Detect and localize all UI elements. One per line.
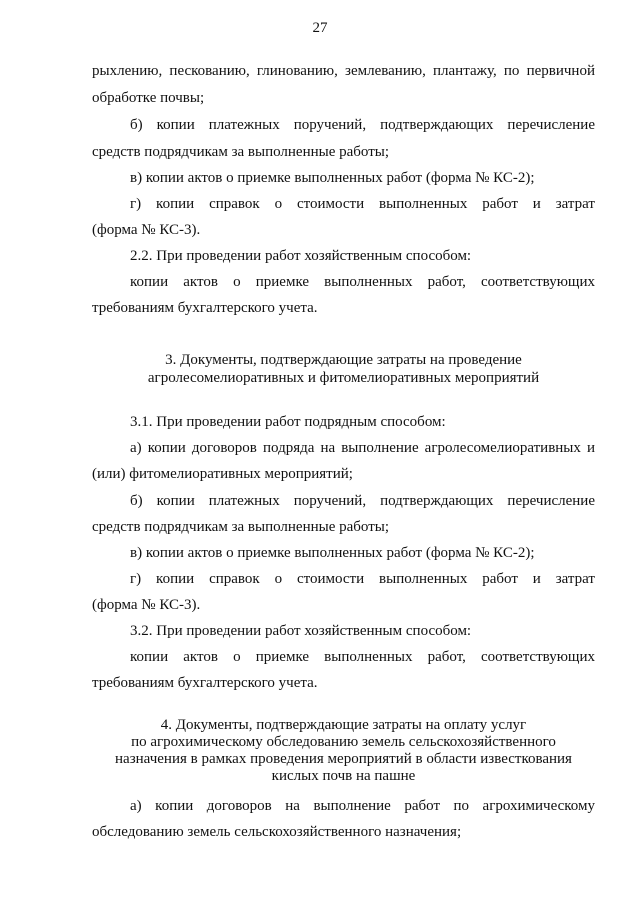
paragraph-line: в) копии актов о приемке выполненных работ (форма № КС-2); [130,545,535,561]
page-number: 27 [312,20,328,36]
section-heading: 4. Документы, подтверждающие затраты на оплату услуг [160,717,527,733]
paragraph-line: 3.2. При проведении работ хозяйственным способом: [130,623,472,639]
paragraph-line: требованиям бухгалтерского учета. [92,300,318,316]
paragraph-line: обследованию земель сельскохозяйственного назначения; [92,824,462,840]
paragraph-line: г) копии справок о стоимости выполненных работ и затрат [130,571,595,587]
paragraph-line: рыхлению, пескованию, глинованию, землеванию, плантажу, по первичной [92,63,595,79]
paragraph-line: (или) фитомелиоративных мероприятий; [92,466,353,482]
paragraph-line: а) копии договоров подряда на выполнение агролесомелиоративных и [130,440,595,456]
section-heading: кислых почв на пашне [271,768,416,784]
paragraph-line: обработке почвы; [92,90,205,106]
paragraph-line: г) копии справок о стоимости выполненных работ и затрат [130,196,595,212]
section-heading: агролесомелиоративных и фитомелиоративных мероприятий [147,370,540,386]
paragraph-line: а) копии договоров на выполнение работ по агрохимическому [130,798,595,814]
paragraph-line: в) копии актов о приемке выполненных работ (форма № КС-2); [130,170,535,186]
paragraph-line: 2.2. При проведении работ хозяйственным способом: [130,248,472,264]
section-heading: назначения в рамках проведения мероприятий в области известкования [115,751,572,767]
section-heading: по агрохимическому обследованию земель сельскохозяйственного [131,734,556,750]
paragraph-line: (форма № КС-3). [92,597,201,613]
paragraph-line: средств подрядчикам за выполненные работы; [92,519,390,535]
paragraph-line: требованиям бухгалтерского учета. [92,675,318,691]
paragraph-line: средств подрядчикам за выполненные работы; [92,144,390,160]
paragraph-line: б) копии платежных поручений, подтверждающих перечисление [130,493,595,509]
paragraph-line: (форма № КС-3). [92,222,201,238]
paragraph-line: б) копии платежных поручений, подтверждающих перечисление [130,117,595,133]
paragraph-line: 3.1. При проведении работ подрядным способом: [130,414,446,430]
paragraph-line: копии актов о приемке выполненных работ, соответствующих [130,649,595,665]
paragraph-line: копии актов о приемке выполненных работ, соответствующих [130,274,595,290]
section-heading: 3. Документы, подтверждающие затраты на проведение [165,352,522,368]
